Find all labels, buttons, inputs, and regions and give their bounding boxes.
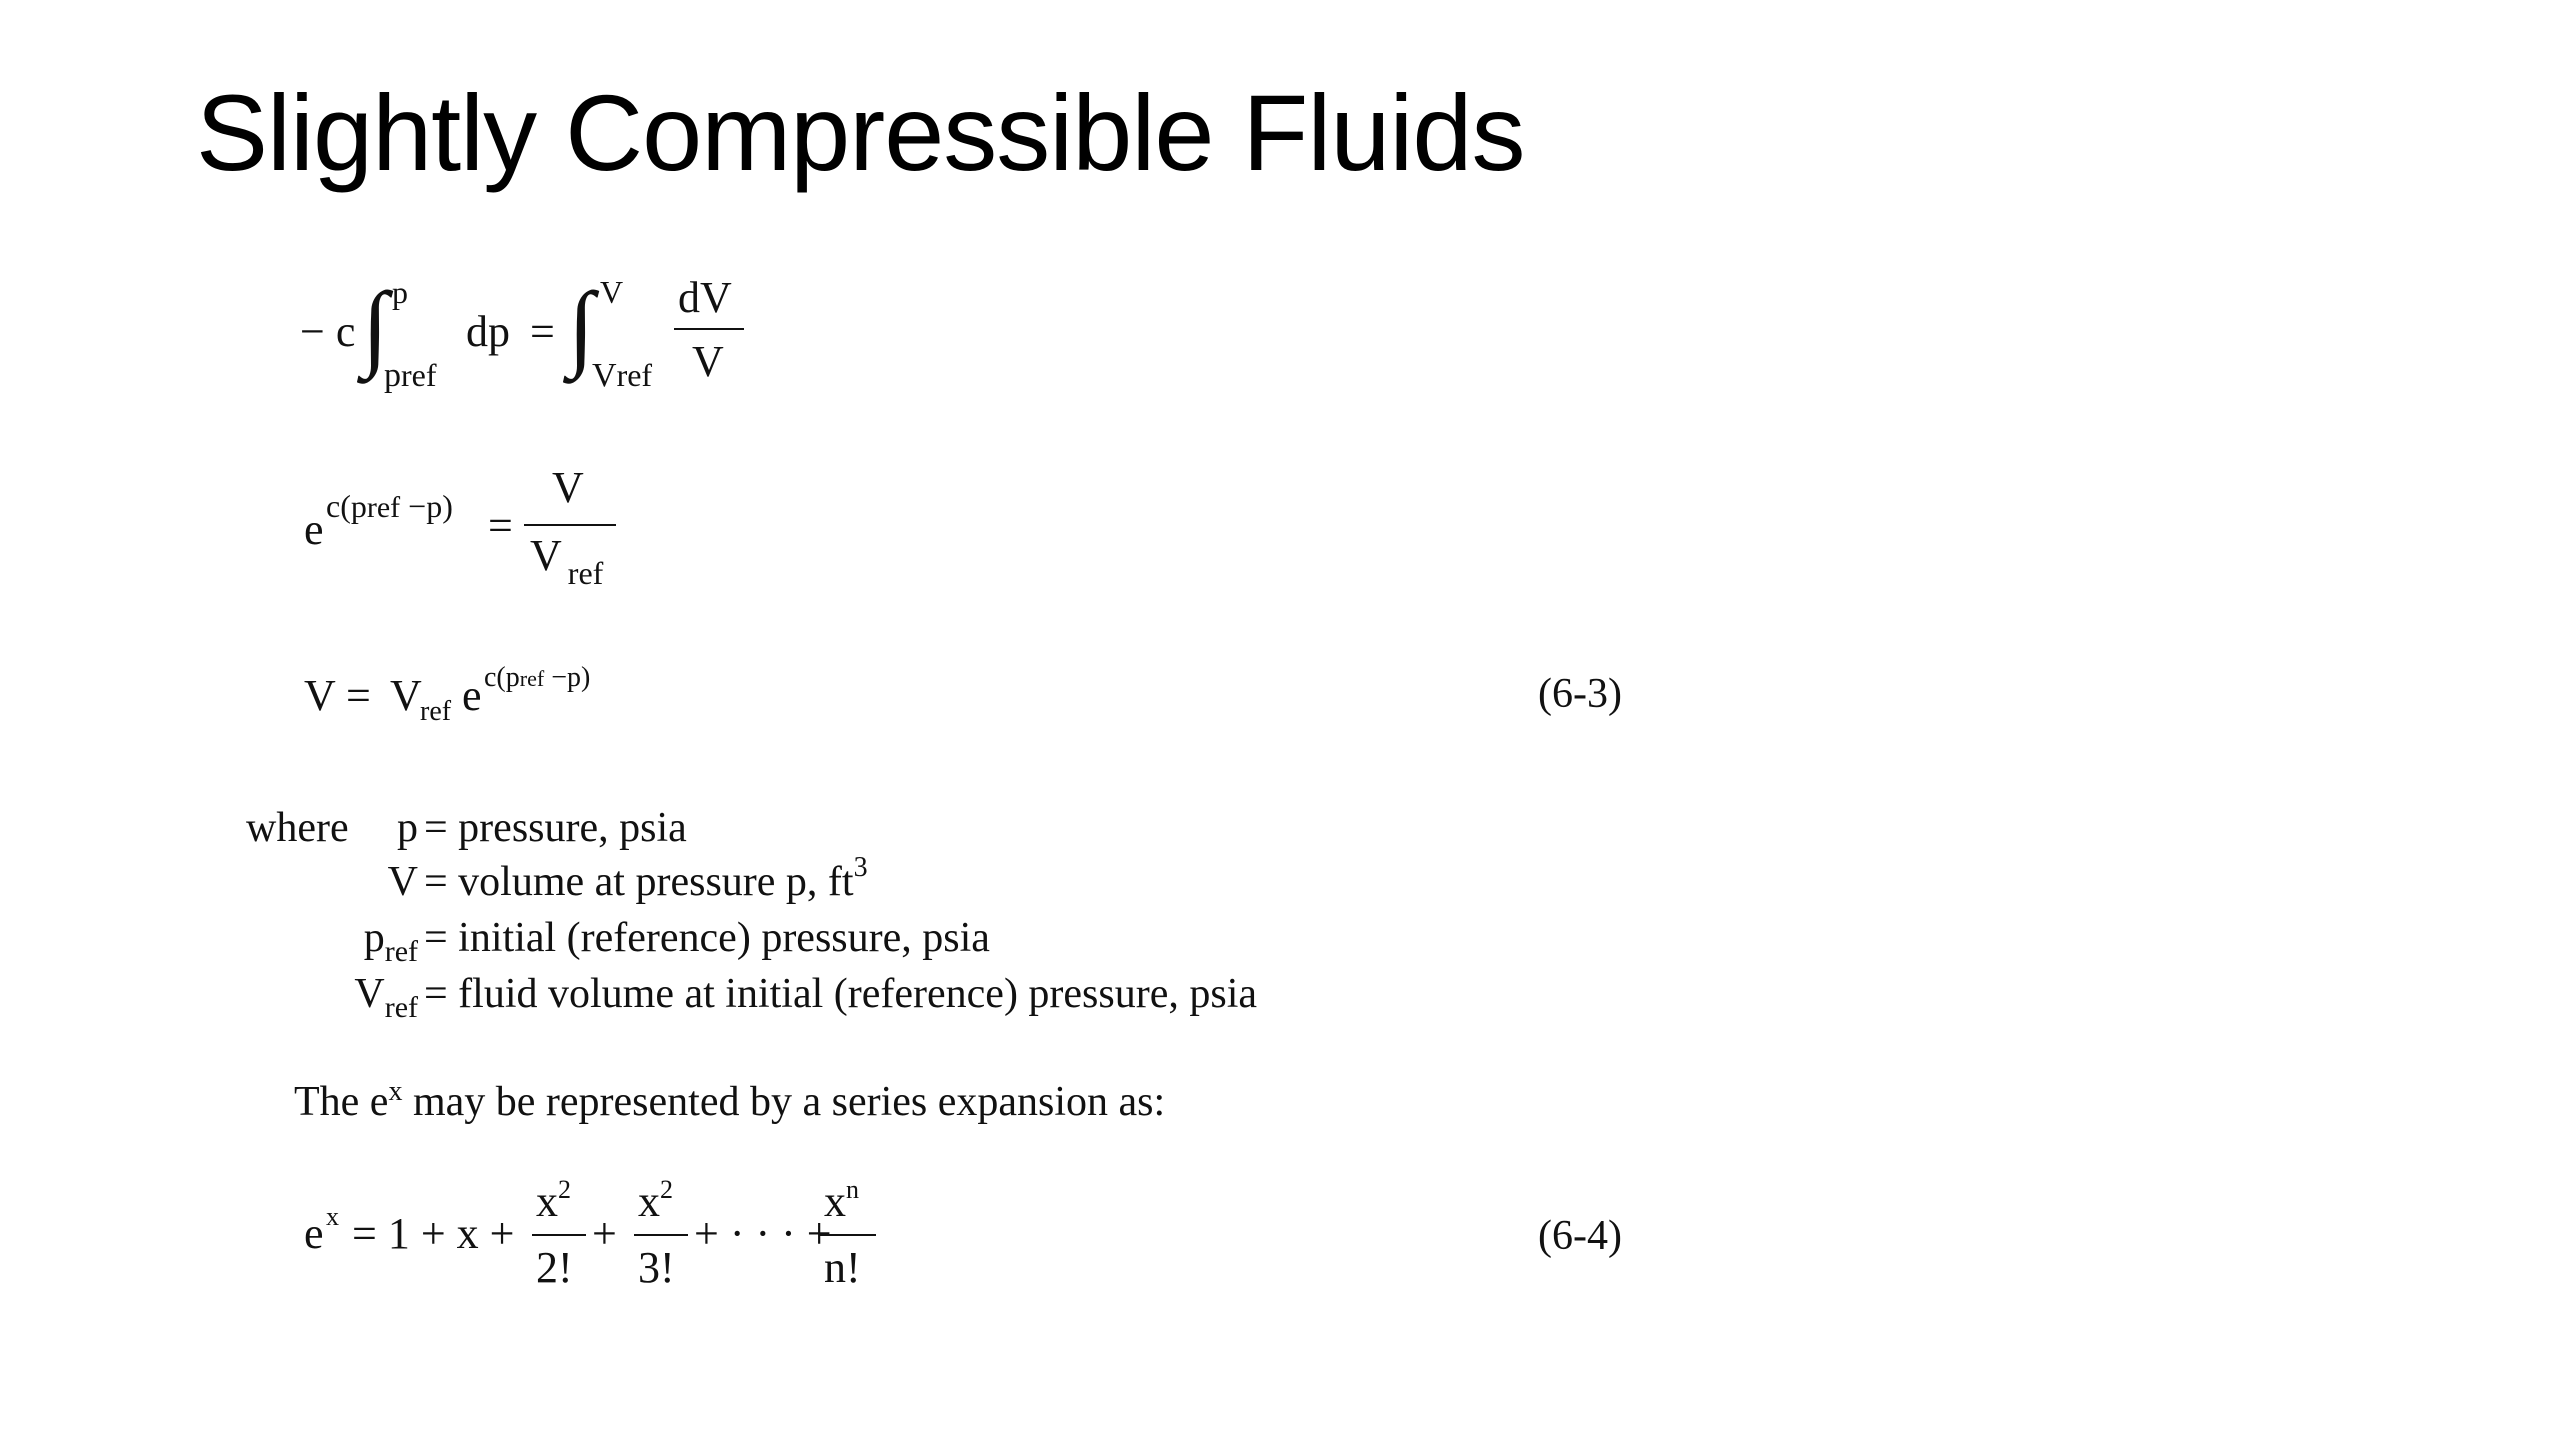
definition-text-sup: 3 — [853, 852, 868, 883]
definition-symbol — [388, 858, 418, 906]
definition-symbol — [363, 914, 418, 968]
eq1-int1-lower-main: p — [384, 357, 401, 394]
series-sentence-after: may be represented by a series expansion as: — [402, 1079, 1166, 1125]
eq1-int2-lower-main: V — [592, 357, 617, 394]
eq1-frac-num: dV — [678, 273, 732, 322]
eq3-exponent — [484, 664, 590, 692]
definition-symbol-main: p — [397, 805, 418, 851]
eq1-fraction-bar — [674, 328, 744, 330]
eq4-f3-num-sup: n — [846, 1175, 859, 1204]
eq1-int2-lower — [592, 350, 652, 394]
definition-text-main: = pressure, psia — [424, 805, 687, 851]
eq4-f2-num-sup: 2 — [660, 1175, 673, 1204]
eq3-v: V — [390, 671, 422, 720]
eq2-equals: = — [488, 501, 513, 550]
equation-number-6-4: (6-4) — [1538, 1213, 1622, 1259]
eq1-int1-lower-sub: ref — [401, 357, 437, 393]
where-label: where — [246, 805, 349, 851]
eq4-f2-num — [638, 1175, 673, 1226]
eq1-integral-2: ∫ — [568, 272, 595, 379]
eq4-mid: = 1 + x + — [352, 1209, 515, 1258]
equation-exponential-ratio — [300, 463, 640, 596]
eq3-exp-ref: ref — [519, 666, 545, 691]
eq1-int2-upper: V — [600, 274, 624, 310]
eq2-base: e — [304, 505, 324, 554]
eq4-f3-num — [824, 1175, 859, 1226]
eq1-int1-upper: p — [392, 274, 408, 310]
eq2-frac-den-sub: ref — [567, 555, 604, 591]
eq3-lhs: V = — [304, 671, 371, 720]
series-sentence-sup: x — [388, 1076, 403, 1107]
eq2-frac-num: V — [552, 463, 584, 512]
definition-row-v — [300, 852, 1500, 908]
definition-symbol — [397, 804, 418, 852]
eq4-f3-bar — [820, 1234, 876, 1236]
eq1-frac-den: V — [692, 337, 724, 386]
eq1-int2-lower-sub: ref — [616, 357, 653, 393]
eq2-frac-den-main: V — [530, 531, 562, 580]
eq1-equals: = — [530, 307, 555, 356]
eq4-f3-den: n! — [824, 1243, 861, 1292]
definition-symbol-sub: ref — [384, 991, 418, 1024]
eq1-int1-lower — [384, 350, 437, 394]
eq4-f1-bar — [532, 1234, 586, 1236]
eq2-exp-rest: −p) — [400, 488, 453, 524]
eq2-exponent — [326, 490, 453, 523]
eq4-f1-den: 2! — [536, 1243, 573, 1292]
series-expansion-sentence — [294, 1078, 1165, 1126]
equation-integral — [300, 268, 760, 398]
eq4-f1-num-sup: 2 — [558, 1175, 571, 1204]
equation-6-4 — [300, 1170, 900, 1300]
eq3-v-sub: ref — [420, 696, 452, 727]
definition-row-vref — [300, 970, 1500, 1024]
equation-6-3 — [300, 664, 620, 734]
eq4-e: e — [304, 1209, 324, 1258]
eq1-dp: dp — [466, 307, 510, 356]
eq2-exp-ref: ref — [366, 491, 401, 524]
definition-row-pref — [300, 914, 1500, 968]
slide-title: Slightly Compressible Fluids — [196, 72, 1525, 193]
eq3-e: e — [462, 671, 482, 720]
definition-symbol — [354, 970, 418, 1024]
eq1-integral-1: ∫ — [362, 272, 389, 379]
eq1-minus-c: − c — [300, 307, 356, 356]
eq2-fraction-bar — [524, 524, 616, 526]
eq4-f2-num-main: x — [638, 1177, 660, 1226]
eq3-exp-c: c( — [484, 662, 506, 693]
definition-row-p — [300, 804, 1500, 854]
eq2-exp-p: p — [350, 488, 367, 524]
definition-text — [424, 914, 990, 962]
eq4-f3-num-main: x — [824, 1177, 846, 1226]
definition-symbol-sub: ref — [384, 935, 418, 968]
eq4-f2-bar — [634, 1234, 688, 1236]
definition-text-main: = fluid volume at initial (reference) pressure, psia — [424, 971, 1258, 1017]
definition-text — [424, 804, 687, 852]
series-sentence-before: The e — [294, 1079, 389, 1125]
eq4-plus-dots: + · · · + — [694, 1209, 832, 1258]
definition-text — [424, 970, 1257, 1018]
definition-text-main: = volume at pressure p, ft — [424, 859, 854, 905]
eq3-exp-rest: −p) — [544, 662, 591, 693]
eq4-f2-den: 3! — [638, 1243, 675, 1292]
eq3-exp-p: p — [505, 662, 520, 693]
definition-text-main: = initial (reference) pressure, psia — [424, 915, 990, 961]
eq4-f1-num-main: x — [536, 1177, 558, 1226]
definition-text — [424, 852, 868, 906]
equation-number-6-3: (6-3) — [1538, 671, 1622, 717]
definition-symbol-main: V — [354, 971, 385, 1017]
definition-symbol-main: p — [363, 915, 385, 961]
eq4-plus1: + — [592, 1209, 617, 1258]
eq2-frac-den — [530, 531, 604, 591]
eq2-exp-c: c( — [326, 488, 351, 524]
eq4-f1-num — [536, 1175, 571, 1226]
eq4-e-sup: x — [326, 1202, 339, 1231]
definition-symbol-main: V — [387, 859, 418, 905]
